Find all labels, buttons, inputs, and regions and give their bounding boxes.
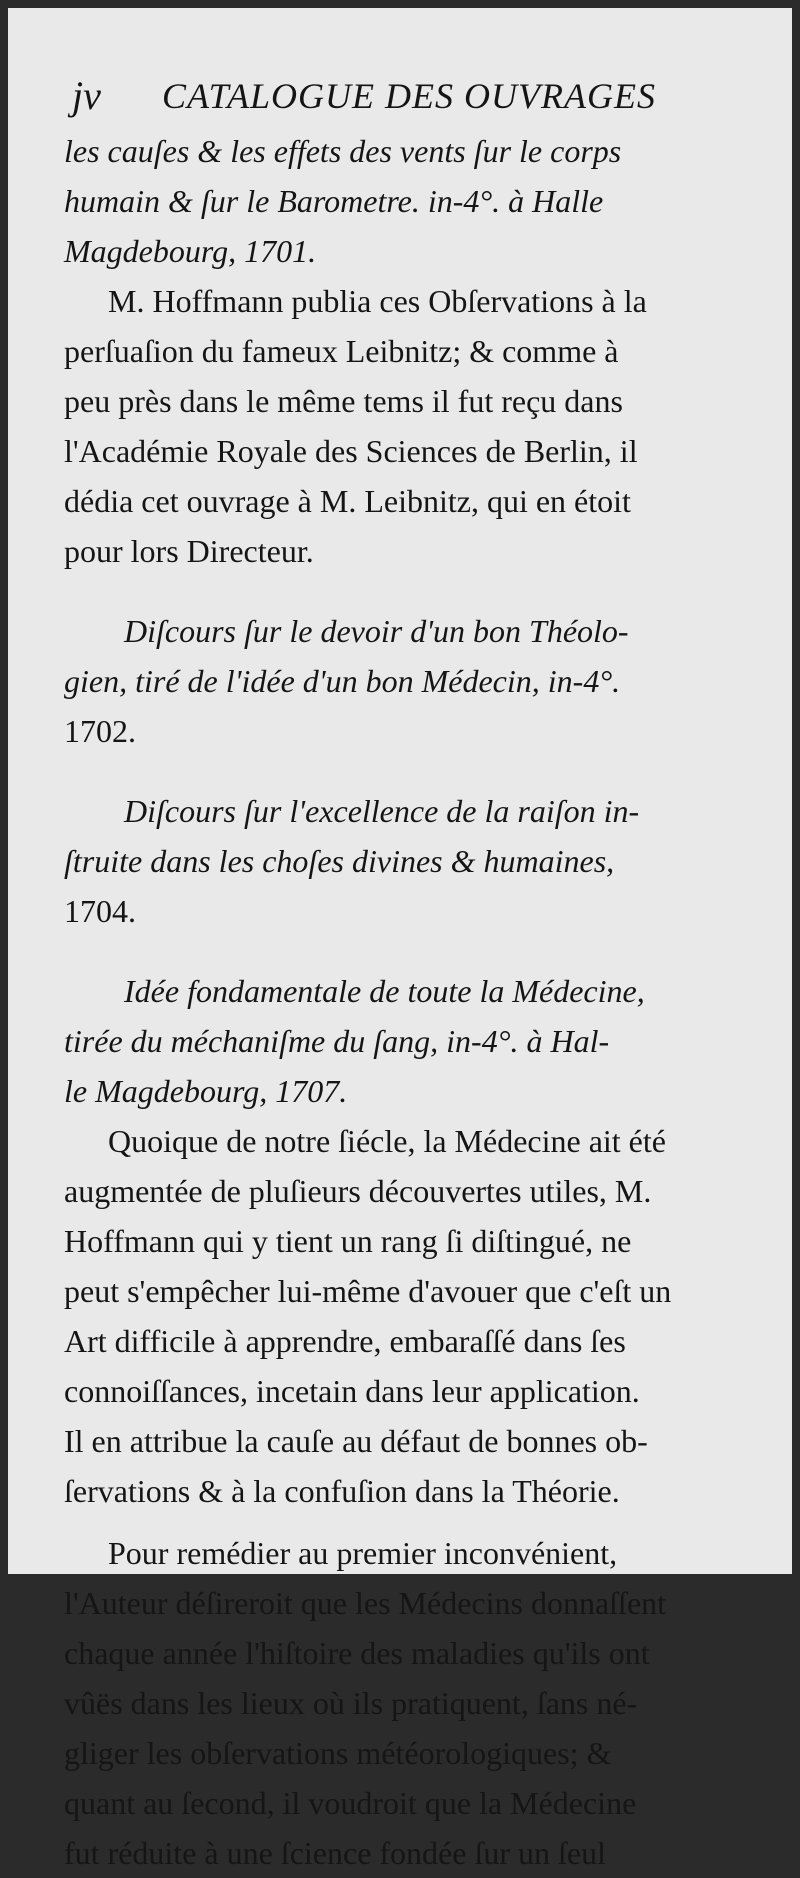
text-line: peut s'empêcher lui-même d'avouer que c'eſt un bbox=[64, 1273, 672, 1309]
text-line: l'Académie Royale des Sciences de Berlin, il bbox=[64, 433, 638, 469]
text-line: vûës dans les lieux où ils pratiquent, ſans né- bbox=[64, 1685, 638, 1721]
text-line: les cauſes & les effets des vents ſur le corps bbox=[64, 133, 622, 169]
text-line: gliger les obſervations météorologiques; & bbox=[64, 1735, 612, 1771]
text-line: l'Auteur déſireroit que les Médecins donnaſſent bbox=[64, 1585, 667, 1621]
text-line: tirée du méchaniſme du ſang, in-4°. à Hal- bbox=[64, 1023, 610, 1059]
text-line: chaque année l'hiſtoire des maladies qu'ils ont bbox=[64, 1635, 650, 1671]
paragraph-gap bbox=[64, 576, 752, 606]
text-line: Quoique de notre ſiécle, la Médecine ait été bbox=[108, 1123, 666, 1159]
text-line: Magdebourg, 1701. bbox=[64, 233, 317, 269]
text-line: Il en attribue la cauſe au défaut de bonnes ob- bbox=[64, 1423, 648, 1459]
paragraph-gap bbox=[64, 756, 752, 786]
text-line: augmentée de pluſieurs découvertes utiles, M. bbox=[64, 1173, 652, 1209]
text-line: 1704. bbox=[64, 893, 136, 929]
text-line: dédia cet ouvrage à M. Leibnitz, qui en étoit bbox=[64, 483, 631, 519]
text-line: ſervations & à la confuſion dans la Théorie. bbox=[64, 1473, 620, 1509]
text-line: peu près dans le même tems il fut reçu dans bbox=[64, 383, 623, 419]
text-line: Art difficile à apprendre, embaraſſé dans ſes bbox=[64, 1323, 626, 1359]
text-line: Diſcours ſur le devoir d'un bon Théolo- bbox=[124, 613, 629, 649]
text-line: humain & ſur le Barometre. in-4°. à Halle bbox=[64, 183, 604, 219]
text-line: fut réduite à une ſcience fondée ſur un ſeul bbox=[64, 1835, 606, 1871]
book-page bbox=[8, 8, 792, 1871]
page-number: jv bbox=[72, 73, 101, 118]
text-line: ſtruite dans les choſes divines & humaines, bbox=[64, 843, 615, 879]
text-line: Idée fondamentale de toute la Médecine, bbox=[124, 973, 645, 1009]
text-line: quant au ſecond, il voudroit que la Médecine bbox=[64, 1785, 637, 1821]
paragraph-gap bbox=[64, 1516, 752, 1528]
text-line: Pour remédier au premier inconvénient, bbox=[108, 1535, 618, 1571]
text-line: M. Hoffmann publia ces Obſervations à la bbox=[108, 283, 647, 319]
text-line: pour lors Directeur. bbox=[64, 533, 314, 569]
running-head bbox=[72, 74, 722, 118]
text-line: Diſcours ſur l'excellence de la raiſon in- bbox=[124, 793, 640, 829]
text-line: 1702. bbox=[64, 713, 136, 749]
text-line: connoiſſances, incetain dans leur application. bbox=[64, 1373, 640, 1409]
text-line: Hoffmann qui y tient un rang ſi diſtingué, ne bbox=[64, 1223, 632, 1259]
paragraph-gap bbox=[64, 936, 752, 966]
text-line: gien, tiré de l'idée d'un bon Médecin, in-4°. bbox=[64, 663, 621, 699]
text-line: perſuaſion du fameux Leibnitz; & comme à bbox=[64, 333, 619, 369]
body-text bbox=[64, 126, 752, 1878]
running-title: CATALOGUE DES OUVRAGES bbox=[162, 76, 656, 116]
text-line: le Magdebourg, 1707. bbox=[64, 1073, 348, 1109]
